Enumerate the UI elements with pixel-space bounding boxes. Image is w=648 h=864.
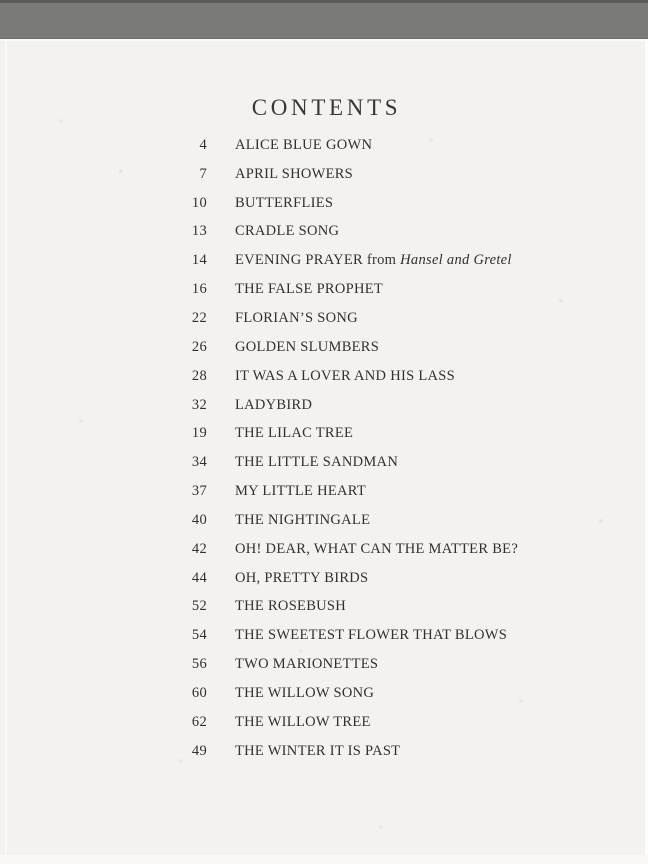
toc-row bbox=[163, 535, 518, 564]
toc-title: THE WILLOW SONG bbox=[235, 684, 375, 701]
toc-row bbox=[163, 362, 518, 391]
toc-page-number: 14 bbox=[191, 252, 207, 269]
toc-title: THE LITTLE SANDMAN bbox=[235, 454, 399, 471]
toc-page-number: 42 bbox=[191, 540, 207, 557]
toc-title: GOLDEN SLUMBERS bbox=[235, 338, 380, 355]
toc-row bbox=[163, 448, 518, 477]
toc-title: IT WAS A LOVER AND HIS LASS bbox=[235, 367, 455, 384]
toc-page-number: 56 bbox=[191, 656, 207, 673]
toc-page-number: 52 bbox=[191, 598, 207, 615]
toc-page-number: 26 bbox=[191, 338, 207, 355]
toc-row bbox=[163, 477, 518, 506]
toc-row bbox=[163, 593, 518, 622]
toc-row bbox=[163, 246, 518, 275]
toc-page-number: 34 bbox=[191, 454, 207, 471]
toc-title: THE FALSE PROPHET bbox=[235, 281, 384, 298]
toc-title: EVENING PRAYER from Hansel and Gretel bbox=[235, 252, 512, 269]
toc-list bbox=[163, 131, 518, 766]
toc-page-number: 28 bbox=[191, 367, 207, 384]
toc-row bbox=[163, 564, 518, 593]
toc-title: ALICE BLUE GOWN bbox=[235, 136, 373, 153]
toc-page-number: 13 bbox=[191, 223, 207, 240]
page-bottom-edge bbox=[0, 855, 648, 864]
toc-row bbox=[163, 621, 518, 650]
toc-title: OH, PRETTY BIRDS bbox=[235, 569, 369, 586]
toc-page-number: 22 bbox=[191, 309, 207, 326]
page-top-edge-highlight bbox=[0, 39, 648, 41]
page-left-edge bbox=[5, 41, 7, 854]
toc-page-number: 16 bbox=[191, 281, 207, 298]
toc-title: THE WILLOW TREE bbox=[235, 713, 371, 730]
toc-row bbox=[163, 419, 518, 448]
toc-page-number: 19 bbox=[191, 425, 207, 442]
toc-title: CRADLE SONG bbox=[235, 223, 340, 240]
toc-title: TWO MARIONETTES bbox=[235, 656, 379, 673]
toc-title: OH! DEAR, WHAT CAN THE MATTER BE? bbox=[235, 540, 519, 557]
toc-page-number: 60 bbox=[191, 684, 207, 701]
toc-row bbox=[163, 218, 518, 247]
toc-page-number: 49 bbox=[191, 742, 207, 759]
toc-title: APRIL SHOWERS bbox=[235, 165, 354, 182]
toc-row bbox=[163, 275, 518, 304]
toc-title: THE WINTER IT IS PAST bbox=[235, 742, 401, 759]
top-gray-band bbox=[0, 0, 648, 39]
paper-speckles bbox=[0, 0, 2, 2]
toc-page-number: 10 bbox=[191, 194, 207, 211]
toc-row bbox=[163, 506, 518, 535]
toc-title: THE SWEETEST FLOWER THAT BLOWS bbox=[235, 627, 508, 644]
toc-title: FLORIAN’S SONG bbox=[235, 309, 358, 326]
toc-title: BUTTERFLIES bbox=[235, 194, 334, 211]
toc-row bbox=[163, 131, 518, 160]
toc-row bbox=[163, 333, 518, 362]
toc-page-number: 54 bbox=[191, 627, 207, 644]
toc-title: MY LITTLE HEART bbox=[235, 483, 366, 500]
toc-row bbox=[163, 679, 518, 708]
toc-page-number: 32 bbox=[191, 396, 207, 413]
toc-row bbox=[163, 737, 518, 766]
toc-page-number: 44 bbox=[191, 569, 207, 586]
toc-page-number: 40 bbox=[191, 511, 207, 528]
toc-title-italic: Hansel and Gretel bbox=[400, 252, 512, 269]
toc-title: THE NIGHTINGALE bbox=[235, 511, 371, 528]
toc-page-number: 4 bbox=[199, 136, 207, 153]
toc-row bbox=[163, 708, 518, 737]
toc-page-number: 7 bbox=[199, 165, 207, 182]
toc-row bbox=[163, 160, 518, 189]
toc-title: THE ROSEBUSH bbox=[235, 598, 347, 615]
toc-row bbox=[163, 650, 518, 679]
page-title: CONTENTS bbox=[251, 95, 402, 120]
toc-title: LADYBIRD bbox=[235, 396, 313, 413]
toc-row bbox=[163, 189, 518, 218]
toc-page-number: 62 bbox=[191, 713, 207, 730]
toc-row bbox=[163, 304, 518, 333]
toc-title: THE LILAC TREE bbox=[235, 425, 354, 442]
toc-row bbox=[163, 391, 518, 420]
toc-page-number: 37 bbox=[191, 483, 207, 500]
